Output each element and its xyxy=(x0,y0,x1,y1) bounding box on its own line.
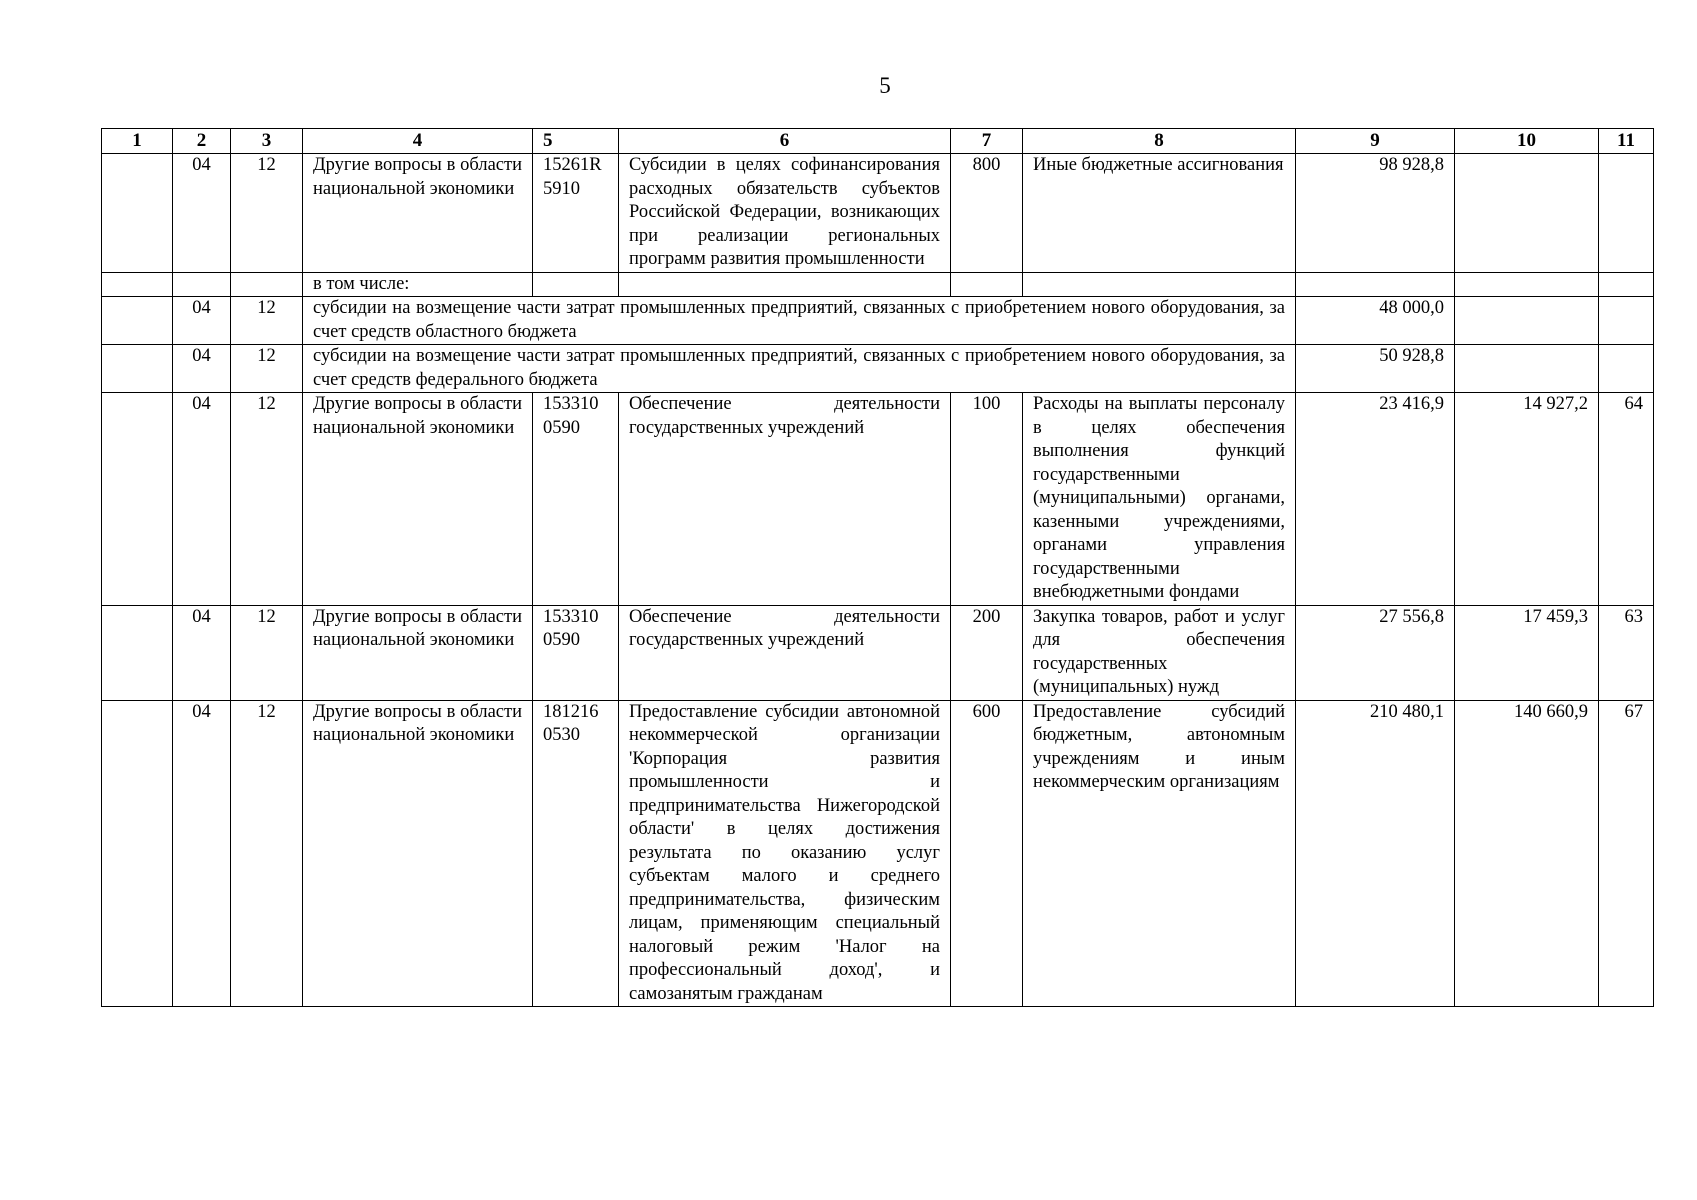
cell-target-code xyxy=(533,272,619,297)
cell-section: 04 xyxy=(173,297,231,345)
cell-type-name: Иные бюджетные ассигнования xyxy=(1023,154,1296,273)
cell-plan: 23 416,9 xyxy=(1296,393,1455,606)
cell-section: 04 xyxy=(173,605,231,700)
cell-expense-name xyxy=(619,272,951,297)
cell-subsection: 12 xyxy=(231,700,303,1007)
cell-section: 04 xyxy=(173,345,231,393)
page-number: 5 xyxy=(879,73,891,98)
cell-actual: 17 459,3 xyxy=(1455,605,1599,700)
cell-target-code xyxy=(533,700,619,1007)
cell-percent xyxy=(1599,297,1654,345)
col-header-9: 9 xyxy=(1296,129,1455,154)
cell-target-code xyxy=(533,154,619,273)
cell-plan: 50 928,8 xyxy=(1296,345,1455,393)
cell-type-name: Закупка товаров, работ и услуг для обеспечения государственных (муниципальных) нужд xyxy=(1023,605,1296,700)
cell-target-code-text: 1533100590 xyxy=(543,394,599,438)
cell-c1 xyxy=(102,272,173,297)
cell-section: 04 xyxy=(173,154,231,273)
cell-section-name: Другие вопросы в области национальной экономики xyxy=(303,154,533,273)
col-header-11: 11 xyxy=(1599,129,1654,154)
cell-actual xyxy=(1455,297,1599,345)
col-header-8: 8 xyxy=(1023,129,1296,154)
cell-plan xyxy=(1296,272,1455,297)
cell-subsection: 12 xyxy=(231,297,303,345)
cell-subsection: 12 xyxy=(231,393,303,606)
cell-type-name: Предоставление субсидий бюджетным, автономным учреждениям и иным некоммерческим организациям xyxy=(1023,700,1296,1007)
col-header-4: 4 xyxy=(303,129,533,154)
cell-section-name: Другие вопросы в области национальной экономики xyxy=(303,700,533,1007)
cell-c1 xyxy=(102,297,173,345)
cell-target-code-text: 15261R5910 xyxy=(543,155,602,199)
cell-merged-description: субсидии на возмещение части затрат промышленных предприятий, связанных с приобретением нового оборудования, за счет средств областного бюджета xyxy=(303,297,1296,345)
cell-type-code: 800 xyxy=(951,154,1023,273)
cell-subsection: 12 xyxy=(231,154,303,273)
col-header-10: 10 xyxy=(1455,129,1599,154)
cell-percent xyxy=(1599,345,1654,393)
cell-plan: 48 000,0 xyxy=(1296,297,1455,345)
cell-label: в том числе: xyxy=(303,272,533,297)
table-row xyxy=(102,393,1654,606)
cell-section: 04 xyxy=(173,700,231,1007)
cell-expense-name: Субсидии в целях софинансирования расходных обязательств субъектов Российской Федерации, возникающих при реализации региональных программ развития промышленности xyxy=(619,154,951,273)
cell-plan: 27 556,8 xyxy=(1296,605,1455,700)
cell-merged-description: субсидии на возмещение части затрат промышленных предприятий, связанных с приобретением нового оборудования, за счет средств федерального бюджета xyxy=(303,345,1296,393)
cell-type-name: Расходы на выплаты персоналу в целях обеспечения выполнения функций государственными (муниципальными) органами, казенными учреждениями, органами управления государственными внебюджетными фондами xyxy=(1023,393,1296,606)
cell-target-code-text: 1533100590 xyxy=(543,606,599,650)
table-row xyxy=(102,272,1654,297)
cell-type-code: 600 xyxy=(951,700,1023,1007)
cell-c1 xyxy=(102,700,173,1007)
cell-c1 xyxy=(102,154,173,273)
cell-type-code: 200 xyxy=(951,605,1023,700)
cell-subsection: 12 xyxy=(231,345,303,393)
cell-expense-name: Обеспечение деятельности государственных учреждений xyxy=(619,393,951,606)
col-header-5: 5 xyxy=(533,129,619,154)
cell-subsection xyxy=(231,272,303,297)
cell-target-code-text: 1812160530 xyxy=(543,701,599,745)
cell-expense-name: Предоставление субсидии автономной некоммерческой организации 'Корпорация развития промышленности и предпринимательства Нижегородской области' в целях достижения результата по оказанию услуг субъектам малого и среднего предпринимательства, физическим лицам, применяющим специальный налоговый режим 'Налог на профессиональный доход', и самозанятым гражданам xyxy=(619,700,951,1007)
table-row xyxy=(102,605,1654,700)
cell-expense-name: Обеспечение деятельности государственных учреждений xyxy=(619,605,951,700)
cell-section-name: Другие вопросы в области национальной экономики xyxy=(303,393,533,606)
cell-type-name xyxy=(1023,272,1296,297)
budget-table xyxy=(101,128,1654,1007)
cell-target-code xyxy=(533,605,619,700)
cell-type-code: 100 xyxy=(951,393,1023,606)
cell-percent: 64 xyxy=(1599,393,1654,606)
col-header-7: 7 xyxy=(951,129,1023,154)
cell-percent xyxy=(1599,154,1654,273)
cell-subsection: 12 xyxy=(231,605,303,700)
cell-percent: 63 xyxy=(1599,605,1654,700)
table-row xyxy=(102,700,1654,1007)
cell-percent xyxy=(1599,272,1654,297)
cell-percent: 67 xyxy=(1599,700,1654,1007)
cell-c1 xyxy=(102,345,173,393)
col-header-6: 6 xyxy=(619,129,951,154)
cell-section xyxy=(173,272,231,297)
table-row xyxy=(102,154,1654,273)
cell-section: 04 xyxy=(173,393,231,606)
cell-plan: 210 480,1 xyxy=(1296,700,1455,1007)
cell-section-name: Другие вопросы в области национальной экономики xyxy=(303,605,533,700)
table-row xyxy=(102,297,1654,345)
cell-c1 xyxy=(102,605,173,700)
cell-actual xyxy=(1455,272,1599,297)
cell-c1 xyxy=(102,393,173,606)
header-row xyxy=(102,129,1654,154)
cell-plan: 98 928,8 xyxy=(1296,154,1455,273)
cell-actual xyxy=(1455,154,1599,273)
cell-target-code xyxy=(533,393,619,606)
cell-type-code xyxy=(951,272,1023,297)
col-header-2: 2 xyxy=(173,129,231,154)
col-header-3: 3 xyxy=(231,129,303,154)
table-row xyxy=(102,345,1654,393)
cell-actual xyxy=(1455,345,1599,393)
cell-actual: 14 927,2 xyxy=(1455,393,1599,606)
cell-actual: 140 660,9 xyxy=(1455,700,1599,1007)
col-header-1: 1 xyxy=(102,129,173,154)
